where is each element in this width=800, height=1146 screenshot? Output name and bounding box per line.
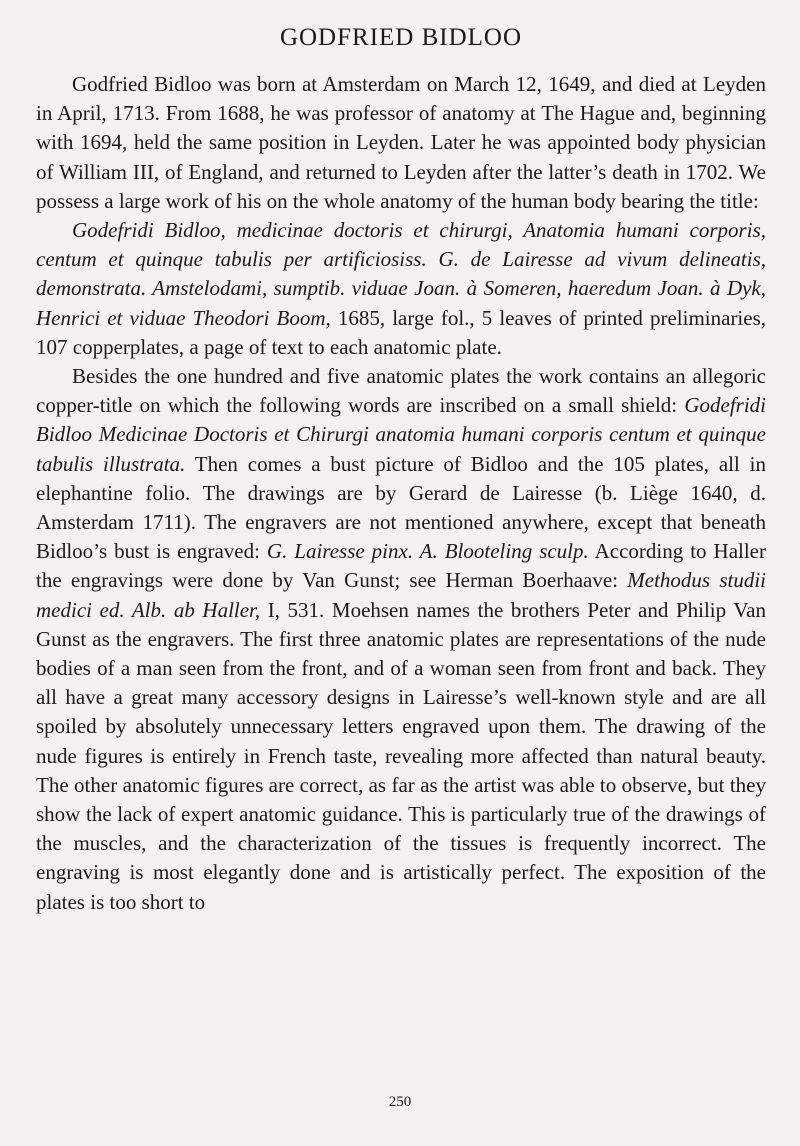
italic-citation: Godefridi Bidloo, medicinae doctoris et chirurgi, Anatomia humani corporis, centum et quinque tabulis per artificiosiss. G. de Lairesse ad vivum delineatis, demonstrata. Amstelodami, sumptib. viduae Joan. à Someren, haeredum Joan. à Dyk, Henrici et viduae Theodori Boom, <box>36 218 766 330</box>
paragraph-text: 1685, large fol., 5 leaves of printed preliminaries, 107 copperplates, a page of text to each anatomic plate. <box>36 305 767 359</box>
paragraph-text: Then comes a bust picture of Bidloo and the 105 plates, all in elephantine folio. The drawings are by Gerard de Lairesse (b. Liège 1640, d. Amsterdam 1711). The engravers are not mentioned anywhere, except that beneath Bidloo’s bust is engraved: <box>36 451 766 564</box>
paragraph-description <box>36 362 766 917</box>
italic-citation: Godefridi Bidloo Medicinae Doctoris et Chirurgi anatomia humani corporis centum et quinque tabulis illustrata. <box>36 393 766 476</box>
page-number: 250 <box>388 1094 412 1110</box>
paragraph-text: I, 531. Moehsen names the brothers Peter and Philip Van Gunst as the engravers. The first three anatomic plates are representations of the nude bodies of a man seen from the front, and of a woman seen from front and back. They all have a great many accessory designs in Lairesse’s well-known style and are all spoiled by absolutely unnecessary letters engraved upon them. The drawing of the nude figures is entirely in French taste, revealing more affected than natural beauty. The other anatomic figures are correct, as far as the artist was able to observe, but they show the lack of expert anatomic guidance. This is particularly true of the drawings of the muscles, and the characterization of the tissues is frequently incorrect. The engraving is most elegantly done and is artistically perfect. The exposition of the plates is too short to <box>36 597 766 914</box>
paragraph-text: Besides the one hundred and five anatomic plates the work contains an allegoric copper-title on which the following words are inscribed on a small shield: <box>36 364 766 418</box>
italic-citation: G. Lairesse pinx. A. Blooteling sculp. <box>266 539 589 564</box>
italic-citation: Methodus studii medici ed. Alb. ab Haller, <box>36 568 766 622</box>
paragraph-book-title <box>36 216 766 362</box>
paragraph-text: Godfried Bidloo was born at Amsterdam on March 12, 1649, and died at Leyden in April, 1713. From 1688, he was professor of anatomy at The Hague and, beginning with 1694, held the same position in Leyden. Later he was appointed body physician of William III, of England, and returned to Leyden after the latter’s death in 1702. We possess a large work of his on the whole anatomy of the human body bearing the title: <box>36 72 766 213</box>
page-title: GODFRIED BIDLOO <box>279 24 523 51</box>
paragraph-biography <box>36 70 766 216</box>
paragraph-text: According to Haller the engravings were done by Van Gunst; see Herman Boerhaave: <box>36 539 766 593</box>
